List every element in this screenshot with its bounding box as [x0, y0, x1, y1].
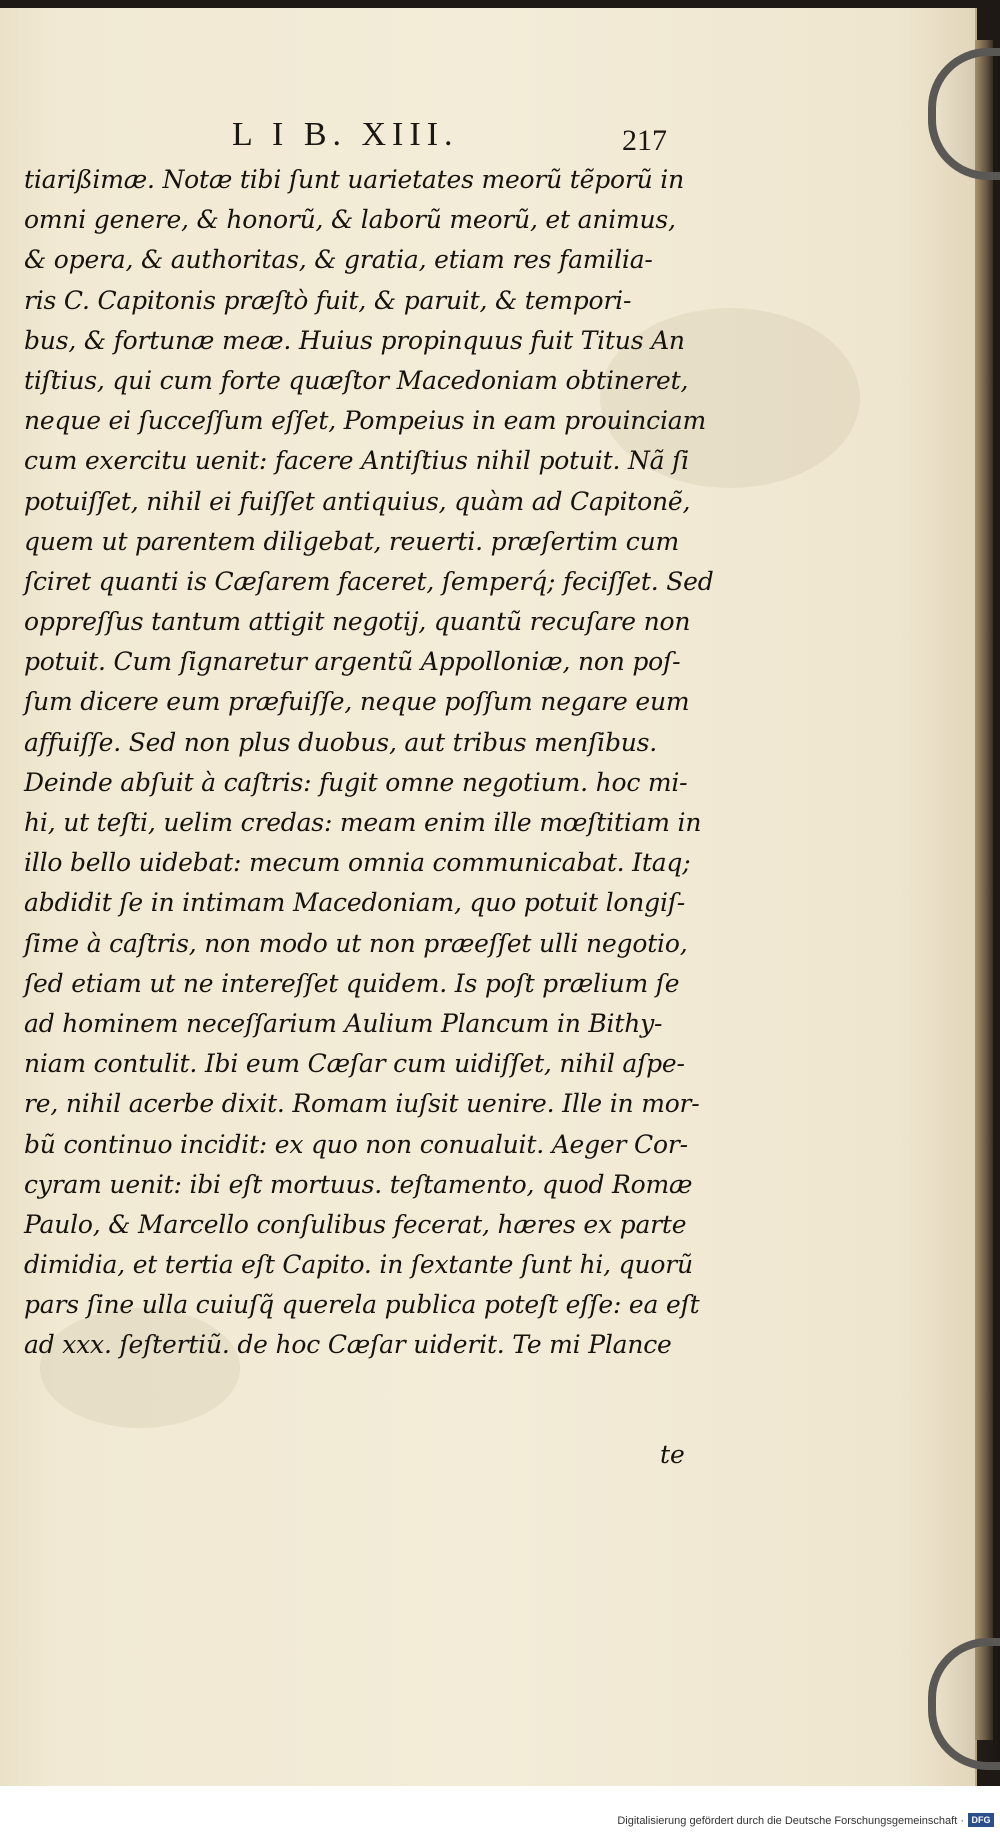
text-line: cyram uenit: ibi eſt mortuus. teſtamento, quod Romæ	[24, 1169, 693, 1199]
text-block	[24, 160, 724, 1366]
text-line: affuiſſe. Sed non plus duobus, aut tribus menſibus.	[24, 727, 658, 757]
text-line: tiſtius, qui cum forte quæſtor Macedoniam obtineret,	[24, 365, 689, 395]
text-line: niam contulit. Ibi eum Cæſar cum uidiſſet, nihil aſpe-	[24, 1049, 685, 1079]
text-line: ſime à caſtris, non modo ut non præeſſet ulli negotio,	[24, 928, 688, 958]
footer-credit: Digitalisierung gefördert durch die Deutsche Forschungsgemeinschaft ·	[617, 1815, 964, 1827]
text-line: ad xxx. ſeſtertiũ. de hoc Cæſar uiderit. Te mi Plance	[24, 1330, 672, 1360]
text-line: omni genere, & honorũ, & laborũ meorũ, et animus,	[24, 205, 676, 235]
text-line: abdidit ſe in intimam Macedoniam, quo potuit longiſ-	[24, 888, 686, 918]
text-line: potuit. Cum ſignaretur argentũ Appolloniæ, non poſ-	[24, 647, 681, 677]
text-line: bũ continuo incidit: ex quo non conualuit. Aeger Cor-	[24, 1129, 688, 1159]
page-edge	[975, 40, 993, 1740]
dfg-logo: DFG	[968, 1813, 994, 1827]
text-line: cum exercitu uenit: facere Antiſtius nihil potuit. Nã ſi	[24, 446, 689, 476]
book-page	[0, 8, 977, 1786]
text-line: ſed etiam ut ne intereſſet quidem. Is poſt prælium ſe	[24, 968, 680, 998]
text-line: ſciret quanti is Cæſarem faceret, ſemperq́; feciſſet. Sed	[24, 566, 714, 596]
text-line: Paulo, & Marcello conſulibus fecerat, hæres ex parte	[24, 1209, 687, 1239]
text-line: & opera, & authoritas, & gratia, etiam res familia-	[24, 245, 653, 275]
text-line: oppreſſus tantum attigit negotij, quantũ recuſare non	[24, 607, 691, 637]
running-head: L I B. XIII.	[232, 116, 459, 153]
text-line: dimidia, et tertia eſt Capito. in ſextante ſunt hi, quorũ	[24, 1250, 693, 1280]
text-line: neque ei ſucceſſum eſſet, Pompeius in eam prouinciam	[24, 406, 706, 436]
catchword: te	[660, 1440, 685, 1469]
text-line: quem ut parentem diligebat, reuerti. præſertim cum	[24, 526, 680, 556]
text-line: illo bello uidebat: mecum omnia communicabat. Itaq;	[24, 848, 691, 878]
text-line: ſum dicere eum præfuiſſe, neque poſſum negare eum	[24, 687, 690, 717]
text-line: hi, ut teſti, uelim credas: meam enim ille mœſtitiam in	[24, 808, 702, 837]
text-line: potuiſſet, nihil ei fuiſſet antiquius, quàm ad Capitonẽ,	[24, 486, 691, 516]
page-number: 217	[622, 124, 667, 157]
text-line: pars ſine ulla cuiuſq̃ querela publica poteſt eſſe: ea eſt	[24, 1290, 700, 1320]
text-line: ris C. Capitonis præſtò fuit, & paruit, & tempori-	[24, 285, 632, 315]
text-line: bus, & fortunæ meæ. Huius propinquus fuit Titus An	[24, 325, 685, 355]
text-line: re, nihil acerbe dixit. Romam iuſsit uenire. Ille in mor-	[24, 1089, 700, 1119]
text-line: tiarißimæ. Notæ tibi ſunt uarietates meorũ tẽporũ in	[24, 165, 684, 194]
text-line: Deinde abſuit à caſtris: fugit omne negotium. hoc mi-	[24, 767, 688, 797]
text-line: ad hominem neceſſarium Aulium Plancum in Bithy-	[24, 1008, 663, 1038]
